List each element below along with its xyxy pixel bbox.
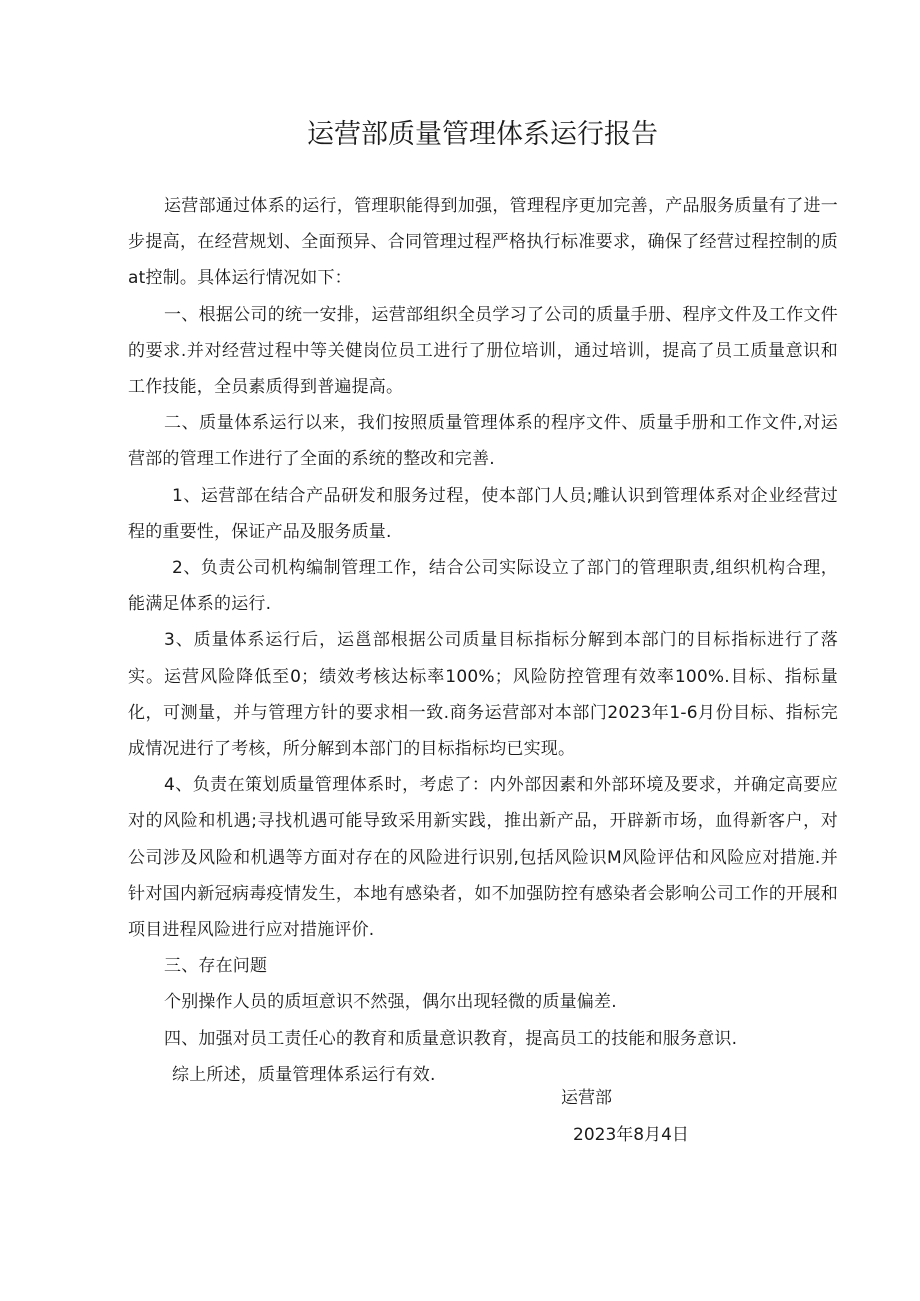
paragraph-item-2: 2、负责公司机构编制管理工作，结合公司实际设立了部门的管理职责,组织机构合理，能满足体系的运行.	[128, 558, 838, 615]
paragraph-intro: 运营部通过体系的运行，管理职能得到加强，管理程序更加完善，产品服务质量有了进一步提高，在经营规划、全面预异、合同管理过程严格执行标准要求，确保了经营过程控制的质at控制。具体运行情况如下：	[128, 196, 838, 289]
paragraph-conclusion: 综上所述，质量管理体系运行有效.	[172, 1064, 436, 1085]
paragraph-issue: 个别操作人员的质垣意识不然强，偶尔出现轻微的质量偏差.	[164, 992, 617, 1013]
paragraph-section-3: 三、存在问题	[164, 956, 268, 977]
document-body	[128, 188, 838, 1093]
paragraph-item-4: 4、负责在策划质量管理体系时，考虑了：内外部因素和外部环境及要求，并确定高要应对的风险和机遇;寻找机遇可能导致采用新实践，推出新产品，开辟新市场，血得新客户，对公司涉及风险和机遇等方面对存在的风险进行识别,包括风险识M风险评估和风险应对措施.并针对国内新冠病毒疫情发生，本地有感染者，如不加强防控有感染者会影响公司工作的开展和项目进程风险进行应对措施评价.	[128, 775, 838, 941]
signature-organization: 运营部	[561, 1088, 612, 1108]
paragraph-item-1: 1、运营部在结合产品研发和服务过程，使本部门人员;雕认识到管理体系对企业经营过程的重要性，保证产品及服务质量.	[128, 485, 838, 542]
signature-date: 2023年8月4日	[573, 1125, 689, 1145]
paragraph-section-1: 一、根据公司的统一安排，运营部组织全员学习了公司的质量手册、程序文件及工作文件的要求.并对经营过程中等关健岗位员工进行了册位培训，通过培训，提高了员工质量意识和工作技能，全员素质得到普遍提高。	[128, 304, 838, 398]
paragraph-section-2: 二、质量体系运行以来，我们按照质量管理体系的程序文件、质量手册和工作文件,对运营部的管理工作进行了全面的系统的整改和完善.	[128, 413, 838, 470]
paragraph-section-4: 四、加强对员工责任心的教育和质量意识教育，提高员工的技能和服务意识.	[164, 1028, 738, 1049]
document-title: 运营部质量管理体系运行报告	[307, 119, 658, 150]
paragraph-item-3: 3、质量体系运行后，运邕部根据公司质量目标指标分解到本部门的目标指标进行了落实。运营风险降低至0；绩效考核达标率100%；风险防控管理有效率100%.目标、指标量化，可测量，并与管理方针的要求相一致.商务运营部对本部门2023年1-6月份目标、指标完成情况进行了考核，所分解到本部门的目标指标均已实现。	[128, 630, 838, 760]
